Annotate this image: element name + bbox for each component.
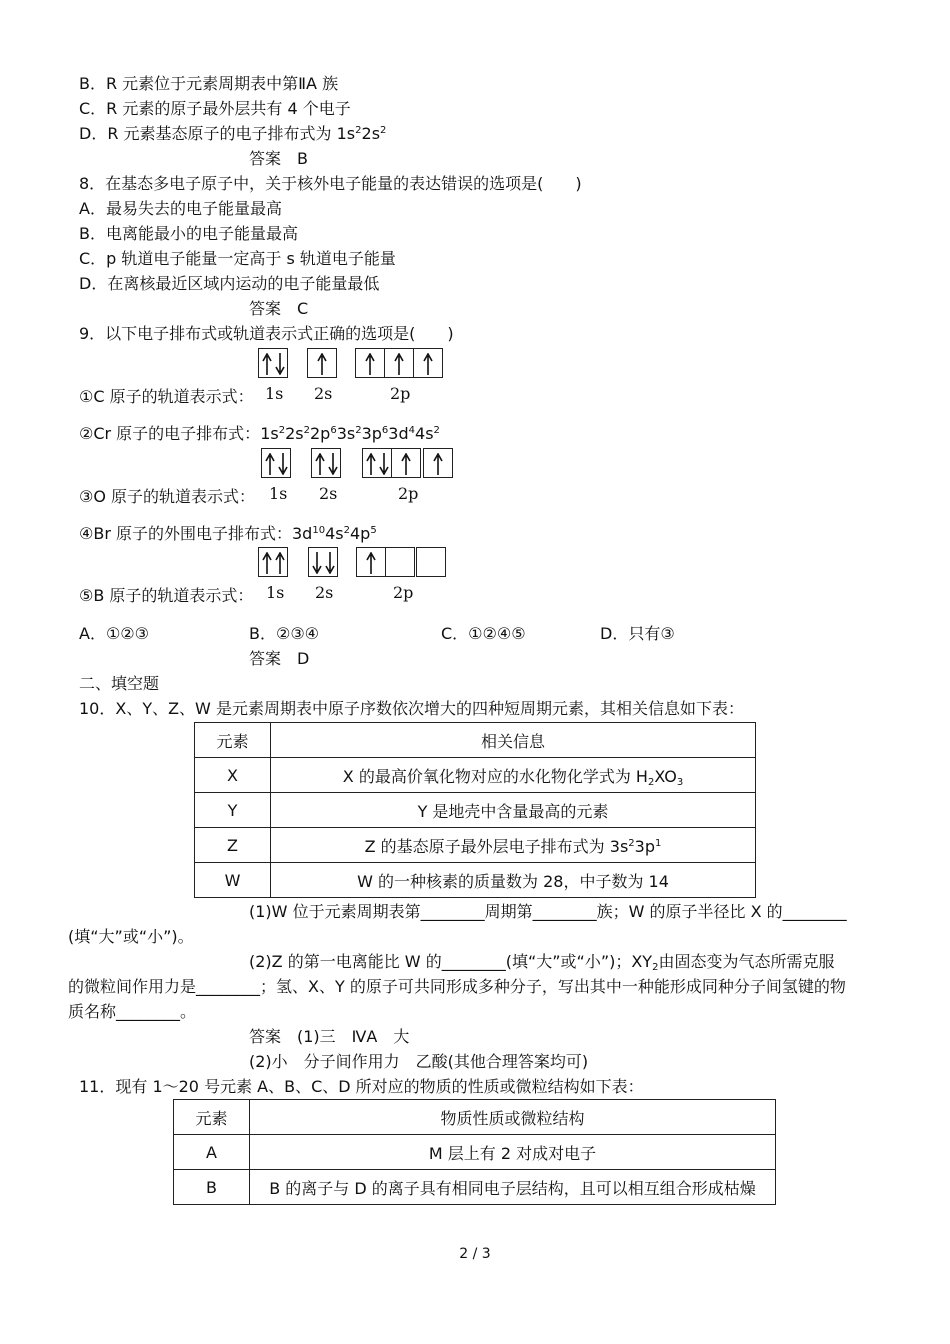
orbital-label-2p: 2p (390, 384, 411, 403)
q9-item-2: ②Cr 原子的电子排布式：$1s^22s^22p^63s^23p^63d^44s^2$ (79, 424, 440, 443)
q7-answer: 答案 B (249, 149, 308, 168)
spin-down-arrow-icon (328, 453, 338, 475)
q8-stem: 8．在基态多电子原子中，关于核外电子能量的表达错误的选项是( ) (79, 174, 582, 193)
table-cell-info: Z 的基态原子最外层电子排布式为 $3s^23p^1$ (271, 828, 756, 863)
table-cell-info: W 的一种核素的质量数为 28，中子数为 14 (271, 863, 756, 898)
orbital-box-2p-1 (356, 547, 386, 577)
orbital-label-1s: 1s (265, 384, 284, 403)
q7-option-d: D．R 元素基态原子的电子排布式为 $1s^22s^2$ (79, 124, 387, 143)
q9-option-c: C．①②④⑤ (441, 624, 526, 643)
spin-up-arrow-icon (423, 353, 433, 375)
table-cell-info: X 的最高价氧化物对应的水化物化学式为 $H_2XO_3$ (271, 758, 756, 793)
orbital-box-2s (311, 448, 341, 478)
table-row (174, 1170, 776, 1205)
table-cell-element: W (195, 863, 271, 898)
orbital-label-2s: 2s (319, 484, 338, 503)
q8-answer: 答案 C (249, 299, 309, 318)
q11-info-table (173, 1099, 776, 1205)
spin-up-arrow-icon (315, 453, 325, 475)
spin-up-arrow-icon (401, 453, 411, 475)
spin-up-arrow-icon (366, 552, 376, 574)
q10-stem: 10．X、Y、Z、W 是元素周期表中原子序数依次增大的四种短周期元素，其相关信息如下表： (79, 699, 744, 718)
q10-part1-line2: (填“大”或“小”)。 (68, 927, 194, 946)
q11-stem: 11．现有 1～20 号元素 A、B、C、D 所对应的物质的性质或微粒结构如下表： (79, 1077, 644, 1096)
q10-answer-2: (2)小 分子间作用力 乙酸(其他合理答案均可) (249, 1052, 589, 1071)
q10-info-table (194, 722, 756, 898)
table-row (195, 828, 756, 863)
table-cell-info: Y 是地壳中含量最高的元素 (271, 793, 756, 828)
spin-up-arrow-icon (265, 453, 275, 475)
q9-item-5: ⑤B 原子的轨道表示式： (79, 586, 254, 605)
q10-part2-line2: 的微粒间作用力是________；氢、X、Y 的原子可共同形成多种分子，写出其中一种能形成同种分子间氢键的物 (68, 977, 846, 996)
orbital-label-1s: 1s (266, 583, 285, 602)
orbital-box-1s (261, 448, 291, 478)
orbital-box-2p-1 (362, 448, 392, 478)
q10-answer-1: 答案 (1)三 ⅣA 大 (249, 1027, 410, 1046)
table-header-cell: 元素 (174, 1100, 250, 1135)
orbital-label-2s: 2s (315, 583, 334, 602)
orbital-label-1s: 1s (269, 484, 288, 503)
q9-answer: 答案 D (249, 649, 310, 668)
q9-option-b: B．②③④ (249, 624, 320, 643)
table-row (195, 758, 756, 793)
q9-stem: 9．以下电子排布式或轨道表示式正确的选项是( ) (79, 324, 454, 343)
orbital-box-2p-3 (413, 348, 443, 378)
spin-down-arrow-icon (325, 552, 335, 574)
spin-up-arrow-icon (366, 453, 376, 475)
table-cell-element: A (174, 1135, 250, 1170)
orbital-box-2p-2 (385, 547, 415, 577)
table-header-cell: 元素 (195, 723, 271, 758)
orbital-box-2p-2 (391, 448, 421, 478)
q10-part2-line1: (2)Z 的第一电离能比 W 的________(填“大”或“小”)；$XY_2$由固态变为气态所需克服 (249, 952, 835, 973)
q8-option-d: D．在离核最近区域内运动的电子能量最低 (79, 274, 380, 293)
q10-part1-line1: (1)W 位于元素周期表第________周期第________族；W 的原子半径比 X 的________ (249, 902, 847, 921)
table-cell-info: B 的离子与 D 的离子具有相同电子层结构，且可以相互组合形成枯燥 (250, 1170, 776, 1205)
orbital-box-2p-3 (416, 547, 446, 577)
spin-up-arrow-icon (394, 353, 404, 375)
spin-up-arrow-icon (262, 353, 272, 375)
table-row (195, 723, 756, 758)
orbital-label-2s: 2s (314, 384, 333, 403)
table-cell-element: Z (195, 828, 271, 863)
table-header-cell: 相关信息 (271, 723, 756, 758)
q8-option-a: A．最易失去的电子能量最高 (79, 199, 282, 218)
table-cell-element: Y (195, 793, 271, 828)
table-row (195, 793, 756, 828)
orbital-box-2p-2 (384, 348, 414, 378)
table-row (195, 863, 756, 898)
table-row (174, 1135, 776, 1170)
section-title: 二、填空题 (79, 674, 160, 693)
spin-down-arrow-icon (275, 353, 285, 375)
spin-up-arrow-icon (433, 453, 443, 475)
table-cell-info: M 层上有 2 对成对电子 (250, 1135, 776, 1170)
spin-down-arrow-icon (379, 453, 389, 475)
orbital-label-2p: 2p (398, 484, 419, 503)
spin-up-arrow-icon (275, 552, 285, 574)
q8-option-c: C．p 轨道电子能量一定高于 s 轨道电子能量 (79, 249, 396, 268)
table-cell-element: X (195, 758, 271, 793)
q9-option-d: D．只有③ (600, 624, 675, 643)
spin-up-arrow-icon (317, 353, 327, 375)
orbital-box-2p-1 (355, 348, 385, 378)
table-row (174, 1100, 776, 1135)
table-cell-element: B (174, 1170, 250, 1205)
q9-option-a: A．①②③ (79, 624, 149, 643)
q10-part2-line3: 质名称________。 (68, 1002, 197, 1021)
orbital-box-1s (258, 348, 288, 378)
q7-option-b: B．R 元素位于元素周期表中第ⅡA 族 (79, 74, 339, 93)
orbital-label-2p: 2p (393, 583, 414, 602)
orbital-box-2s (307, 348, 337, 378)
q7-option-c: C．R 元素的原子最外层共有 4 个电子 (79, 99, 351, 118)
spin-down-arrow-icon (278, 453, 288, 475)
q8-option-b: B．电离能最小的电子能量最高 (79, 224, 298, 243)
q9-item-3: ③O 原子的轨道表示式： (79, 487, 256, 506)
page-number: 2 / 3 (459, 1246, 491, 1262)
q9-item-4: ④Br 原子的外围电子排布式：$3d^{10}4s^24p^5$ (79, 524, 377, 543)
spin-up-arrow-icon (262, 552, 272, 574)
q9-item-1: ①C 原子的轨道表示式： (79, 387, 254, 406)
orbital-box-1s (258, 547, 288, 577)
table-header-cell: 物质性质或微粒结构 (250, 1100, 776, 1135)
spin-up-arrow-icon (365, 353, 375, 375)
orbital-box-2p-3 (423, 448, 453, 478)
spin-down-arrow-icon (312, 552, 322, 574)
orbital-box-2s (308, 547, 338, 577)
